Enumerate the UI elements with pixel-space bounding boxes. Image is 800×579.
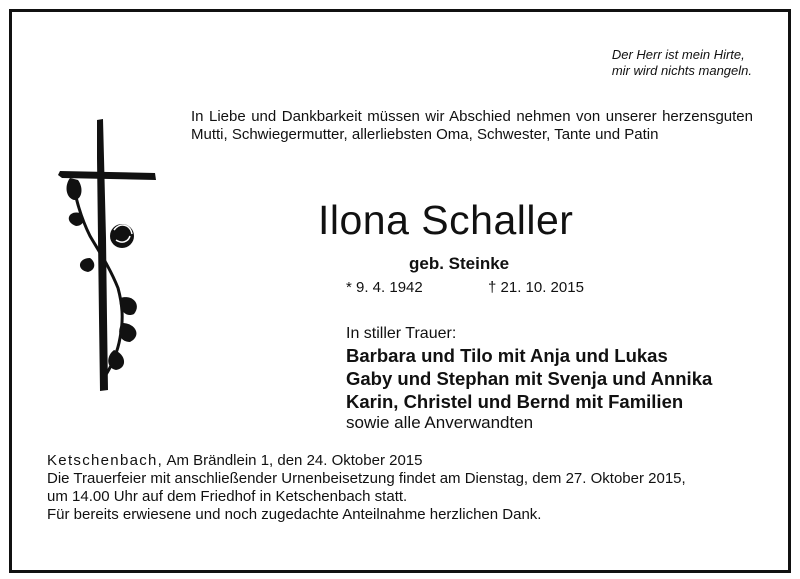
intro-text: In Liebe und Dankbarkeit müssen wir Abschied nehmen von unserer herzensguten Mutti, Schwiegermutter, allerliebsten Oma, Schwester, Tante und Patin (191, 108, 753, 143)
death-date: † 21. 10. 2015 (488, 279, 584, 296)
birth-name: geb. Steinke (409, 254, 510, 273)
psalm-quote (612, 47, 752, 79)
mourner-family: Gaby und Stephan mit Svenja und Annika (346, 368, 713, 389)
psalm-line-1: Der Herr ist mein Hirte, (611, 47, 745, 62)
birth-date: * 9. 4. 1942 (346, 279, 423, 296)
thanks-line: Für bereits erwiesene und noch zugedachte Anteilnahme herzlichen Dank. (47, 506, 542, 523)
relatives-line: sowie alle Anverwandten (346, 413, 534, 432)
address-date: Am Brändlein 1, den 24. Oktober 2015 (163, 452, 423, 469)
funeral-info: Die Trauerfeier mit anschließender Urnenbeisetzung findet am Dienstag, dem 27. Oktober 2015, um 14.00 Uhr auf dem Friedhof in Ketschenbach statt. (47, 470, 686, 505)
deceased-name: Ilona Schaller (318, 197, 574, 243)
place-name: Ketschenbach, (47, 452, 164, 469)
mourner-list (346, 344, 712, 413)
mourner-family: Barbara und Tilo mit Anja und Lukas (346, 345, 668, 366)
mourner-family: Karin, Christel und Bernd mit Familien (346, 391, 684, 412)
footer-text (47, 452, 687, 524)
cross-with-rose-icon (50, 118, 160, 393)
place-and-date (47, 452, 687, 470)
mourning-label: In stiller Trauer: (346, 325, 457, 342)
psalm-line-2: mir wird nichts mangeln. (611, 63, 752, 78)
